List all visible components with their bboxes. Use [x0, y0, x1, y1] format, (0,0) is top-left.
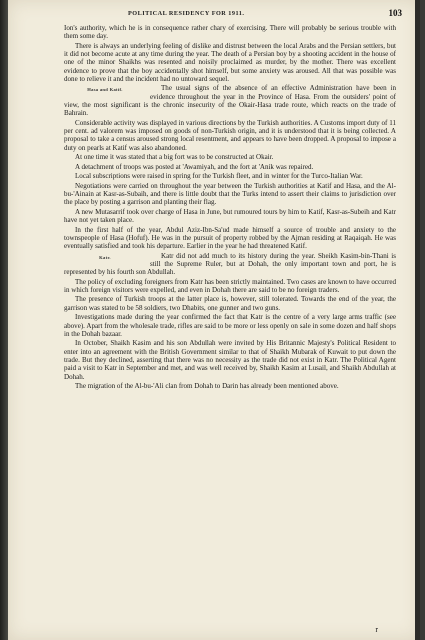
page-edge: [415, 0, 420, 640]
paragraph-text: Katr did not add much to its history during the year. Sheikh Kasim-bin-Thani is still the Supreme Ruler, but at Dohah, the only important town and port, he is represented by his fourth son Abdullah.: [64, 251, 396, 277]
paragraph: A detachment of troops was posted at 'Awamiyah, and the fort at 'Anik was repaired.: [75, 162, 314, 171]
paragraph: [64, 84, 396, 117]
paragraph: [64, 252, 396, 277]
book-spine: [0, 0, 8, 640]
paragraph: In October, Shaikh Kasim and his son Abdullah were invited by His Britannic Majesty's Political Resident to enter into an agreement with the British Government similar to that of Shaikh Mubarak of Kuwait to put down the trade. But they declined, asserting that there was no necessity as the trade did not exist in Katr. The Political Agent paid a visit to Katr in September and met, and was well received by, Shaikh Kasim at Lusail, and Shaikh Abdullah at Dohah.: [64, 339, 396, 381]
page-number: 103: [388, 8, 402, 18]
side-note-hasa-katif: Hasa and Katif.: [87, 87, 123, 93]
paragraph: In the first half of the year, Abdul Aziz-Ibn-Sa'ud made himself a source of trouble and anxiety to the townspeople of Hasa (Hofuf). He was in the pursuit of property robbed by the Ajman residing at Raqaiqah. He was eventually satisfied and took his departure. Earlier in the year he had threatened Katif.: [64, 225, 396, 251]
running-head-title: POLITICAL RESIDENCY FOR 1911.: [128, 10, 245, 17]
paragraph: At one time it was stated that a big fort was to be constructed at Okair.: [75, 153, 274, 162]
paragraph: Investigations made during the year confirmed the fact that Katr is the centre of a very large arms traffic (see above). Apart from the wholesale trade, rifles are said to be more or less openly on sale in some dozen and half shops in the Dohah bazaar.: [64, 313, 396, 338]
paragraph: The presence of Turkish troops at the latter place is, however, still tolerated. Towards the end of the year, the garrison was stated to be 58 soldiers, two Dhabits, one gunner and two guns.: [64, 295, 396, 312]
book-page: [8, 0, 420, 640]
footer-mark: r: [375, 625, 378, 634]
paragraph: The migration of the Al-bu-'Ali clan from Dohah to Darin has already been mentioned above.: [75, 381, 339, 390]
page-body: [64, 24, 396, 391]
paragraph: Considerable activity was displayed in various directions by the Turkish authorities. A Customs import duty of 11 per cent. ad valorem was imposed on goods of non-Turkish origin, and it is understood that it is being collected. A proposal to take a census aroused strong local resentment, and appears to have been dropped. A proposal to impose a duty on pearls at Katif was also abandoned.: [64, 118, 396, 152]
paragraph-text: The usual signs of the absence of an effective Administration have been in evidence throughout the year in the Province of Hasa. From the outsiders' point of view, the most significant is the chronic insecurity of the Okair-Hasa trade route, which reacts on the trade of Bahrain.: [64, 84, 396, 118]
paragraph: Negotiations were carried on throughout the year between the Turkish authorities at Katif and Hasa, and the Al-bu-'Ainain at Kasr-as-Subaih, and there is little doubt that the Turks intend to assert their claims to jurisdiction over the place by posting a garrison and planting their flag.: [64, 181, 396, 207]
paragraph: Local subscriptions were raised in spring for the Turkish fleet, and in winter for the Turco-Italian War.: [75, 172, 363, 181]
side-note-katr: Katr.: [99, 254, 111, 260]
paragraph: There is always an underlying feeling of dislike and distrust between the local Arabs and the Persian settlers, but it did not become acute at any time during the year. The death of a Persian boy by a shooting accident in the house of one of the minor Shaikhs was resented and noisily proclaimed as murder, by the mother. There was excellent evidence to prove that the boy accidentally shot himself, but some anxiety was aroused. All that was possible was done to relieve it and the incident had no untoward sequel.: [64, 41, 396, 83]
paragraph: Ion's authority, which he is in consequence rather chary of exercising. There will probably be serious trouble with them some day.: [64, 24, 396, 41]
paragraph: The policy of excluding foreigners from Katr has been strictly maintained. Two cases are known to have occurred in which foreign visitors were expelled, and even in Dohah there are said to be no foreign traders.: [64, 277, 396, 294]
paragraph: A new Mutasarrif took over charge of Hasa in June, but rumoured tours by him to Katif, Kasr-as-Subeih and Katr have not yet taken place.: [64, 207, 396, 225]
running-head: [8, 8, 420, 22]
